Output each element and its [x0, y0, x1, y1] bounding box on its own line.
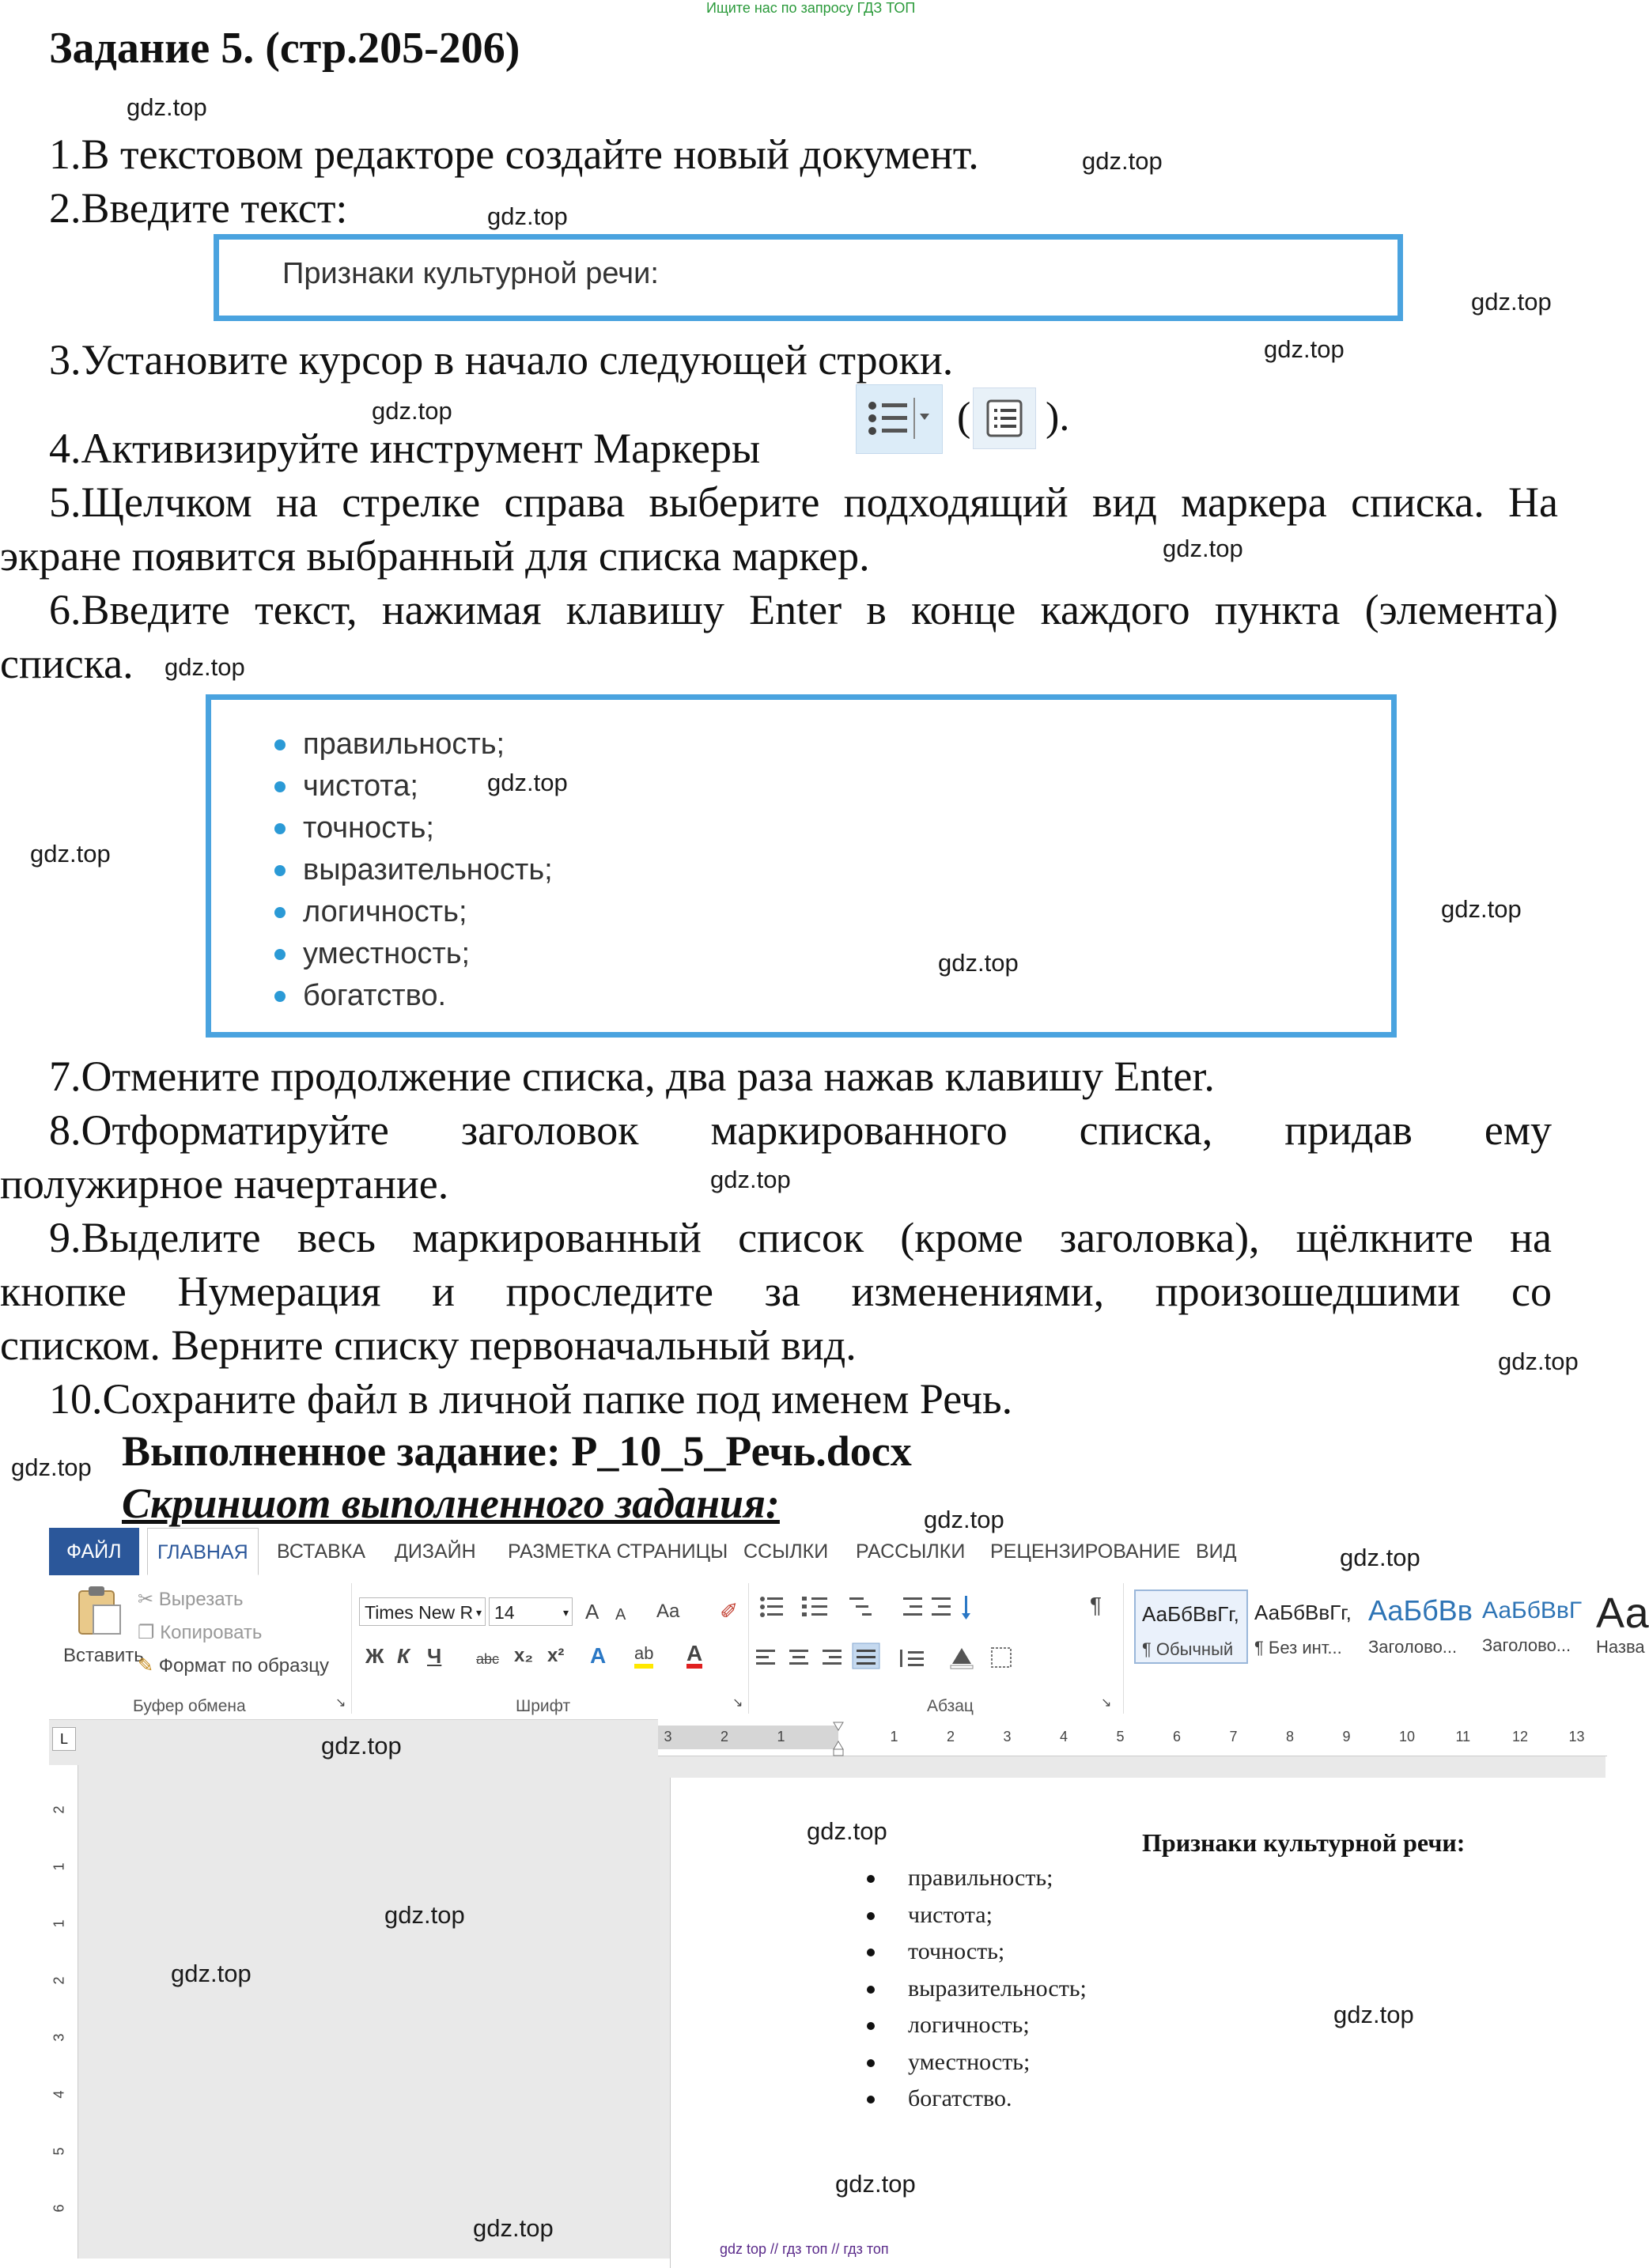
align-center-icon — [789, 1650, 808, 1665]
format-painter-button[interactable] — [138, 1654, 329, 1677]
watermark: gdz.top — [1333, 2001, 1414, 2028]
step-4-paren-open: ( — [957, 395, 971, 440]
step-5-line-1: 5.Щелчком на стрелке справа выберите подходящий вид маркера списка. На — [49, 478, 1558, 526]
step-9-line-3: списком. Верните списку первоначальный вид. — [0, 1321, 857, 1369]
borders-icon — [992, 1648, 1011, 1667]
ruler-h-label: 5 — [1116, 1729, 1125, 1744]
step-6-line-1: 6.Введите текст, нажимая клавишу Enter в конце каждого пункта (элемента) — [49, 586, 1558, 633]
underline-button[interactable]: Ч — [427, 1644, 442, 1668]
watermark: gdz.top — [1264, 335, 1345, 363]
step-9-line-2: кнопке Нумерация и проследите за изменениями, произошедшими со — [0, 1268, 1552, 1315]
style-name: Заголово... — [1482, 1635, 1571, 1655]
heading-example-text: Признаки культурной речи: — [282, 257, 659, 290]
align-left-icon — [756, 1650, 775, 1665]
justify-icon — [857, 1650, 876, 1665]
paste-icon — [70, 1586, 125, 1635]
change-case-icon[interactable]: Aa — [656, 1601, 680, 1622]
watermark: gdz.top — [1498, 1348, 1579, 1375]
decrease-indent-icon — [903, 1597, 922, 1616]
style-sample: АаБбВвГг, — [1142, 1602, 1239, 1626]
ruler-h-label: 10 — [1399, 1729, 1416, 1744]
align-right-icon — [823, 1650, 842, 1665]
style-sample: АаБбВв — [1368, 1594, 1473, 1627]
step-8-line-2: полужирное начертание. — [0, 1160, 449, 1208]
list-item: уместность; — [271, 933, 553, 975]
ruler-h-label: 2 — [720, 1729, 729, 1744]
tab-references[interactable]: ССЫЛКИ — [743, 1540, 829, 1563]
ruler-h-label: 3 — [664, 1729, 672, 1744]
format-painter-label: Формат по образцу — [158, 1655, 329, 1676]
numbering-icon — [802, 1597, 827, 1616]
superscript-button[interactable]: x² — [547, 1645, 565, 1666]
ruler-h-label: 6 — [1173, 1729, 1182, 1744]
sort-icon — [962, 1596, 970, 1620]
subscript-button[interactable]: x₂ — [514, 1645, 534, 1666]
line-spacing-icon — [900, 1650, 924, 1667]
style-name: Назва — [1596, 1637, 1645, 1657]
ruler-v-label: 3 — [51, 2033, 67, 2042]
separator — [1123, 1583, 1124, 1714]
font-name-combo[interactable] — [359, 1597, 486, 1626]
chevron-down-icon: ▾ — [475, 1606, 482, 1619]
step-7: 7.Отмените продолжение списка, два раза нажав клавишу Enter. — [49, 1053, 1215, 1100]
ruler-h-label: 2 — [947, 1729, 955, 1744]
style-title[interactable] — [1590, 1589, 1649, 1661]
style-sample: АаБбВвГ — [1482, 1597, 1583, 1624]
word-screenshot — [49, 1528, 1649, 2259]
copy-label: Копировать — [160, 1622, 263, 1643]
clipboard-launcher-icon[interactable]: ↘ — [335, 1696, 346, 1710]
top-watermark: Ищите нас по запросу ГДЗ ТОП — [706, 0, 916, 16]
watermark: gdz.top — [807, 1817, 887, 1845]
font-group-label: Шрифт — [516, 1697, 571, 1715]
grow-font-icon[interactable]: A — [585, 1600, 599, 1624]
ribbon — [49, 1575, 1649, 1720]
watermark: gdz.top — [1471, 288, 1552, 316]
style-name: ¶ Без инт... — [1254, 1638, 1342, 1658]
watermark: gdz.top — [835, 2170, 916, 2198]
bullets-alt-image — [973, 387, 1036, 449]
text-effects-icon[interactable]: A — [590, 1643, 607, 1668]
paste-label: Вставить — [63, 1645, 144, 1666]
list-item: точность; — [271, 807, 553, 849]
separator — [351, 1583, 352, 1714]
font-launcher-icon[interactable]: ↘ — [732, 1696, 743, 1710]
tab-insert[interactable]: ВСТАВКА — [277, 1540, 366, 1563]
style-heading-1[interactable] — [1362, 1589, 1473, 1661]
style-sample: Аа — [1596, 1589, 1649, 1637]
watermark: gdz.top — [1163, 535, 1243, 562]
doc-list-item: правильность; — [908, 1860, 1087, 1897]
paragraph-group-label: Абзац — [927, 1697, 974, 1715]
strikethrough-button[interactable]: abc — [476, 1651, 500, 1667]
font-color-icon[interactable]: A — [686, 1643, 702, 1669]
watermark: gdz.top — [1441, 895, 1522, 923]
watermark: gdz.top — [127, 93, 207, 121]
heading-example-box — [214, 234, 1403, 321]
watermark: gdz.top — [372, 397, 452, 425]
ruler-v-label: 5 — [51, 2147, 67, 2156]
bullets-button-image — [856, 384, 943, 454]
ruler-v-label: 2 — [51, 1805, 67, 1814]
format-painter-icon: ✎ — [138, 1655, 159, 1676]
watermark: gdz.top — [710, 1166, 791, 1193]
ruler-v-label: 2 — [51, 1976, 67, 1985]
horizontal-ruler[interactable] — [658, 1719, 1607, 1756]
step-10: 10.Сохраните файл в личной папке под именем Речь. — [49, 1375, 1013, 1423]
styles-gallery — [1128, 1575, 1649, 1686]
watermark: gdz.top — [165, 653, 245, 681]
doc-list-item: точность; — [908, 1933, 1087, 1971]
doc-list-item: уместность; — [908, 2044, 1087, 2081]
list-icon — [974, 388, 1035, 448]
watermark: gdz.top — [171, 1960, 252, 1987]
ruler-h-label: 13 — [1568, 1729, 1585, 1744]
step-3: 3.Установите курсор в начало следующей строки. — [49, 336, 954, 384]
document-page[interactable] — [670, 1778, 1620, 2268]
style-no-spacing[interactable] — [1248, 1589, 1359, 1661]
style-normal[interactable] — [1134, 1589, 1248, 1664]
shrink-font-icon[interactable]: A — [615, 1606, 626, 1624]
step-6-line-2: списка. — [0, 640, 134, 687]
step-8-line-1: 8.Отформатируйте заголовок маркированного списка, придав ему — [49, 1106, 1552, 1154]
shading-icon — [951, 1648, 973, 1669]
list-example — [271, 724, 553, 1017]
ruler-h-label: 1 — [890, 1729, 898, 1744]
done-label: Выполненное задание: Р_10_5_Речь.docx — [122, 1427, 912, 1475]
ruler-v-label: 4 — [51, 2090, 67, 2099]
copy-button[interactable] — [138, 1621, 262, 1644]
ruler-h-label: 12 — [1512, 1729, 1529, 1744]
list-example-box — [206, 694, 1397, 1038]
chevron-down-icon: ▾ — [562, 1606, 569, 1619]
step-9-line-1: 9.Выделите весь маркированный список (кроме заголовка), щёлкните на — [49, 1214, 1552, 1261]
watermark: gdz.top — [487, 202, 568, 230]
watermark: gdz.top — [924, 1506, 1004, 1533]
list-item: правильность; — [271, 724, 553, 765]
ruler-h-label: 11 — [1455, 1729, 1471, 1744]
doc-list-item: логичность; — [908, 2007, 1087, 2044]
ruler-v-label: 6 — [51, 2204, 67, 2213]
paragraph-tools — [755, 1591, 1102, 1686]
doc-heading: Признаки культурной речи: — [1142, 1828, 1466, 1857]
clipboard-group-label: Буфер обмена — [133, 1697, 246, 1715]
bottom-watermark: gdz top // гдз топ // гдз топ — [720, 2241, 889, 2257]
list-item: чистота; — [271, 765, 553, 807]
tab-review[interactable]: РЕЦЕНЗИРОВАНИЕ — [990, 1540, 1181, 1563]
style-name: Заголово... — [1368, 1637, 1458, 1657]
ruler-h-label: 9 — [1342, 1729, 1351, 1744]
multilevel-list-icon — [849, 1597, 872, 1616]
watermark: gdz.top — [30, 840, 111, 868]
clear-format-icon[interactable]: ✐ — [720, 1599, 739, 1624]
paste-button[interactable] — [63, 1586, 144, 1681]
bold-button[interactable]: Ж — [365, 1644, 384, 1668]
copy-icon: ❐ — [138, 1622, 161, 1643]
step-4-paren-close: ). — [1046, 395, 1070, 440]
ruler-v-label: 1 — [51, 1862, 67, 1871]
doc-list-item: богатство. — [908, 2081, 1087, 2118]
bullets-icon — [760, 1597, 783, 1617]
ruler-h-label: 3 — [1003, 1729, 1012, 1744]
highlight-icon[interactable]: ab — [634, 1643, 653, 1669]
list-item: богатство. — [271, 975, 553, 1017]
font-size-value: 14 — [494, 1602, 515, 1623]
italic-button[interactable]: К — [397, 1644, 410, 1668]
cut-button[interactable] — [138, 1588, 244, 1611]
tab-selector[interactable]: L — [52, 1727, 76, 1751]
ruler-v-label: 1 — [51, 1919, 67, 1928]
list-item: логичность; — [271, 891, 553, 933]
doc-bullet-list — [908, 1860, 1087, 2118]
pilcrow-button[interactable]: ¶ — [1090, 1593, 1102, 1617]
separator — [748, 1583, 749, 1714]
tab-file[interactable]: ФАЙЛ — [49, 1528, 139, 1575]
watermark: gdz.top — [473, 2214, 554, 2242]
ruler-h-label: 4 — [1060, 1729, 1068, 1744]
watermark: gdz.top — [487, 769, 568, 796]
watermark: gdz.top — [938, 949, 1019, 977]
doc-list-item: чистота; — [908, 1897, 1087, 1934]
font-size-combo[interactable] — [489, 1597, 573, 1626]
screenshot-label: Скриншот выполненного задания: — [122, 1480, 780, 1527]
tab-layout[interactable]: РАЗМЕТКА СТРАНИЦЫ — [508, 1540, 728, 1563]
doc-list-item: выразительность; — [908, 1971, 1087, 2008]
watermark: gdz.top — [11, 1453, 92, 1481]
watermark: gdz.top — [321, 1732, 402, 1760]
step-1: 1.В текстовом редакторе создайте новый документ. — [49, 130, 979, 178]
increase-indent-icon — [932, 1597, 951, 1616]
paragraph-launcher-icon[interactable]: ↘ — [1101, 1696, 1112, 1710]
step-5-line-2: экране появится выбранный для списка маркер. — [0, 532, 870, 580]
cut-icon: ✂ — [138, 1589, 159, 1610]
ruler-h-label: 8 — [1286, 1729, 1295, 1744]
ruler-h-label: 7 — [1229, 1729, 1238, 1744]
tab-mailings[interactable]: РАССЫЛКИ — [856, 1540, 966, 1563]
step-2: 2.Введите текст: — [49, 184, 348, 232]
cut-label: Вырезать — [158, 1589, 244, 1610]
watermark: gdz.top — [1082, 147, 1163, 175]
tab-view[interactable]: ВИД — [1196, 1540, 1237, 1563]
list-item: выразительность; — [271, 849, 553, 891]
font-name-value: Times New R — [365, 1602, 474, 1623]
style-heading-2[interactable] — [1476, 1589, 1587, 1661]
ruler-h-label: 1 — [777, 1729, 785, 1744]
tab-home[interactable]: ГЛАВНАЯ — [147, 1528, 259, 1575]
tab-design[interactable]: ДИЗАЙН — [395, 1540, 476, 1563]
bullets-icon — [857, 385, 942, 453]
vertical-ruler[interactable] — [49, 1765, 78, 2259]
style-sample: АаБбВвГг, — [1254, 1601, 1352, 1624]
style-name: ¶ Обычный — [1142, 1639, 1234, 1659]
page-title: Задание 5. (стр.205-206) — [49, 24, 520, 73]
step-4: 4.Активизируйте инструмент Маркеры — [49, 425, 761, 472]
watermark: gdz.top — [384, 1901, 465, 1929]
watermark: gdz.top — [1340, 1544, 1420, 1571]
